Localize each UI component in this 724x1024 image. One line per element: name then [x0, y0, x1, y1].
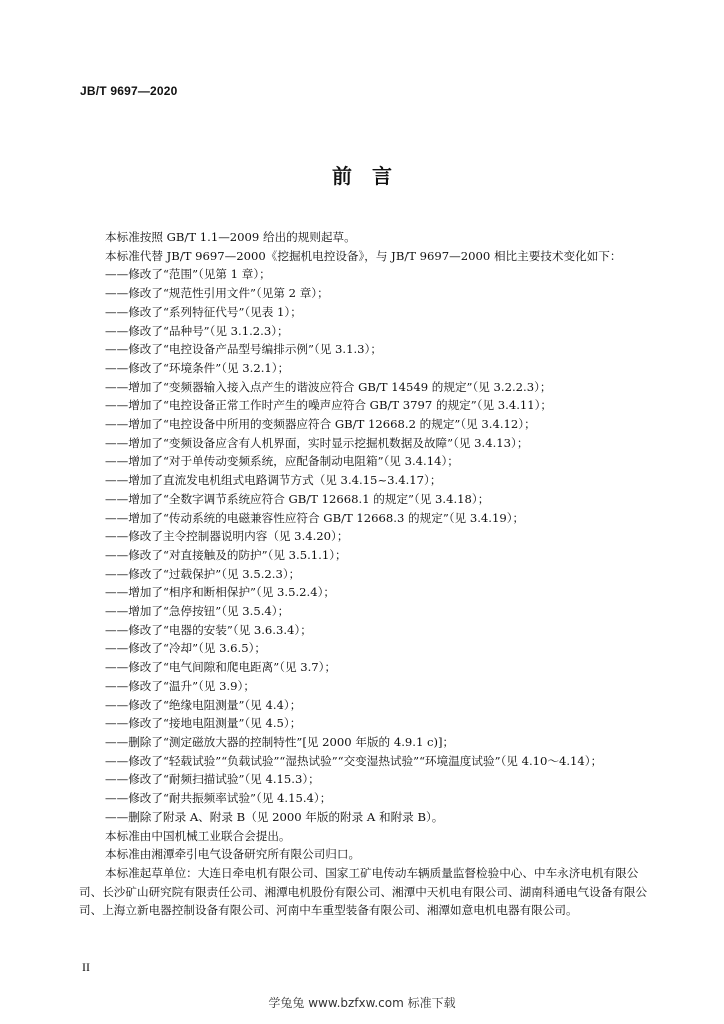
change-item: ——修改了“系列特征代号”（见表 1）； [105, 304, 302, 319]
foreword-body [79, 228, 660, 920]
change-item: ——增加了“全数字调节系统应符合 GB/T 12668.1 的规定”（见 3.4.18）； [105, 491, 490, 506]
change-item: ——修改了“过载保护”（见 3.5.2.3）； [105, 566, 301, 581]
intro-line: 本标准按照 GB/T 1.1—2009 给出的规则起草。 [105, 230, 356, 244]
change-item: ——修改了“品种号”（见 3.1.2.3）； [105, 323, 289, 338]
change-item: ——修改了主令控制器说明内容（见 3.4.20）； [105, 529, 349, 544]
change-item: ——增加了“相序和断相保护”（见 3.5.2.4）； [105, 585, 336, 600]
change-item: ——增加了“急停按钮”（见 3.5.4）； [105, 604, 290, 619]
change-item: ——修改了“对直接触及的防护”（见 3.5.1.1）； [105, 547, 347, 562]
page-title: 前 言 [332, 164, 392, 188]
change-item: ——增加了“传动系统的电磁兼容性应符合 GB/T 12668.3 的规定”（见 3.4.19）； [105, 510, 525, 525]
change-item: ——修改了“范围”（见第 1 章）； [105, 267, 271, 282]
changes-list [105, 265, 660, 826]
change-item: ——删除了“测定磁放大器的控制特性”[见 2000 年版的 4.9.1 c)]； [105, 734, 455, 749]
change-item: ——修改了“环境条件”（见 3.2.1）； [105, 360, 290, 375]
change-item: ——增加了“变频器输入接入点产生的谐波应符合 GB/T 14549 的规定”（见 3.2.2.3）； [105, 379, 552, 394]
change-item: ——修改了“冷却”（见 3.6.5）； [105, 641, 266, 656]
change-item: ——修改了“接地电阻测量”（见 4.5）； [105, 716, 302, 731]
change-item: ——修改了“绝缘电阻测量”（见 4.4）； [105, 697, 302, 712]
change-item: ——删除了附录 A、附录 B（见 2000 年版的附录 A 和附录 B）。 [105, 809, 444, 824]
change-item: ——修改了“电器的安装”（见 3.6.3.4）； [105, 622, 312, 637]
change-item: ——增加了“变频设备应含有人机界面，实时显示挖掘机数据及故障”（见 3.4.13）； [105, 435, 529, 450]
footer-watermark: 学兔兔 www.bzfxw.com 标准下载 [268, 996, 456, 1010]
drafting-units: 本标准起草单位：大连日牵电机有限公司、国家工矿电传动车辆质量监督检验中心、中车永济电机有限公司、长沙矿山研究院有限责任公司、湘潭电机股份有限公司、湘潭中天机电有限公司、湖南科通电气设备有限公司、上海立新电器控制设备有限公司、河南中车重型装备有限公司、湘潭如意电机电器有限公司。 [79, 865, 648, 918]
closing-line: 本标准由湘潭牵引电气设备研究所有限公司归口。 [105, 847, 361, 862]
change-item: ——修改了“电控设备产品型号编排示例”（见 3.1.3）； [105, 342, 382, 357]
closing-line: 本标准由中国机械工业联合会提出。 [105, 828, 291, 843]
change-item: ——修改了“规范性引用文件”（见第 2 章）； [105, 286, 329, 301]
change-item: ——增加了“电控设备正常工作时产生的噪声应符合 GB/T 3797 的规定”（见 3.4.11）； [105, 398, 553, 413]
change-item: ——修改了“耐共振频率试验”（见 4.15.4）； [105, 791, 332, 806]
change-item: ——修改了“温升”（见 3.9）； [105, 678, 255, 693]
change-item: ——增加了“电控设备中所用的变频器应符合 GB/T 12668.2 的规定”（见 3.4.12）； [105, 417, 536, 432]
change-item: ——修改了“电气间隙和爬电距离”（见 3.7）； [105, 660, 337, 675]
change-item: ——增加了直流发电机组式电路调节方式（见 3.4.15~3.4.17）； [105, 473, 442, 488]
change-item: ——修改了“耐频扫描试验”（见 4.15.3）； [105, 772, 320, 787]
document-code: JB/T 9697—2020 [80, 84, 178, 98]
page-number: II [82, 960, 90, 974]
change-item: ——增加了“对于单传动变频系统，应配备制动电阻箱”（见 3.4.14）； [105, 454, 459, 469]
intro-line: 本标准代替 JB/T 9697—2000《挖掘机电控设备》，与 JB/T 9697—2000 相比主要技术变化如下： [105, 248, 622, 263]
change-item: ——修改了“轻载试验”“负载试验”“湿热试验”“交变湿热试验”“环境温度试验”（见 4.10～4.14）； [105, 753, 603, 768]
